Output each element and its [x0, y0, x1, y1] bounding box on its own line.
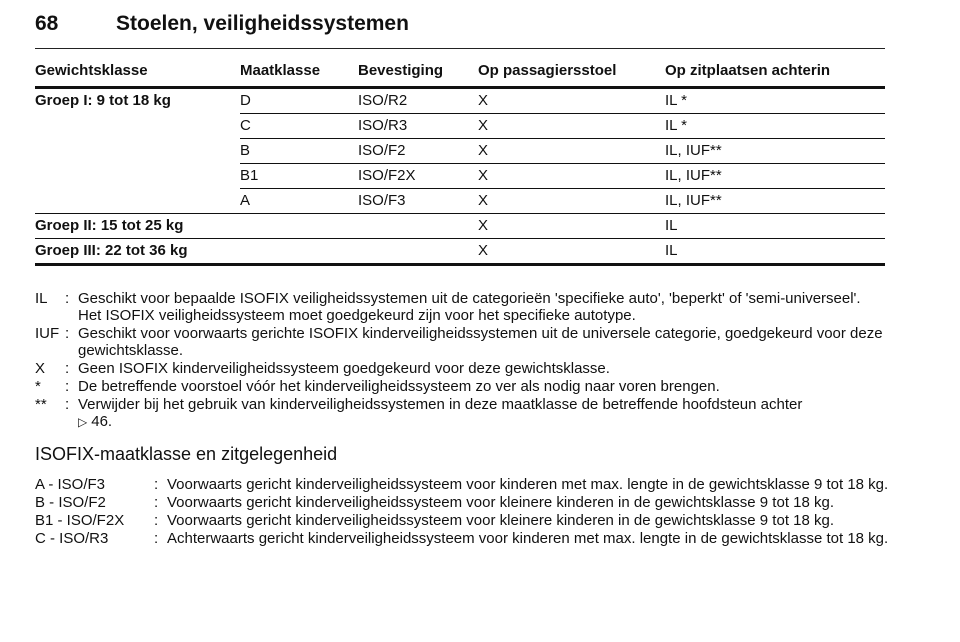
legend-key: X [35, 360, 46, 377]
size-class-key: C - ISO/R3 [35, 530, 109, 547]
isofix-table [35, 62, 885, 266]
fixture-cell: ISO/F2X [358, 164, 478, 189]
legend-key: IL [35, 290, 48, 307]
rear-cell: IL * [665, 88, 885, 114]
section-heading: ISOFIX-maatklasse en zitgelegenheid [35, 444, 338, 464]
table-row [35, 88, 885, 114]
table-header-row [35, 62, 885, 88]
legend-item [35, 396, 885, 431]
legend-separator: : [65, 396, 70, 413]
rear-cell: IL, IUF** [665, 139, 885, 164]
size-class-item [35, 530, 890, 547]
column-header-weight-class: Gewichtsklasse [35, 62, 240, 88]
legend-separator: : [65, 325, 70, 342]
legend-list [35, 290, 885, 432]
rear-cell: IL, IUF** [665, 164, 885, 189]
size-class-separator: : [154, 476, 159, 493]
page-header [35, 6, 885, 46]
legend-text: Geen ISOFIX kinderveiligheidssysteem goedgekeurd voor deze gewichtsklasse. [78, 360, 610, 377]
column-header-size-class: Maatklasse [240, 62, 358, 88]
column-header-fixture: Bevestiging [358, 62, 478, 88]
size-cell: B [240, 139, 358, 164]
legend-key: * [35, 378, 41, 395]
fixture-cell: ISO/R3 [358, 114, 478, 139]
cross-reference-arrow-icon: ▷ [78, 415, 88, 429]
size-class-text: Voorwaarts gericht kinderveiligheidssysteem voor kinderen met max. lengte in de gewichtsklasse 9 tot 18 kg. [167, 476, 889, 493]
rear-cell: IL, IUF** [665, 189, 885, 214]
size-class-list [35, 476, 890, 548]
legend-item [35, 325, 885, 359]
group-cell: Groep III: 22 tot 36 kg [35, 239, 240, 265]
group-cell: Groep I: 9 tot 18 kg [35, 88, 240, 214]
legend-text-body: Verwijder bij het gebruik van kinderveiligheidssystemen in deze maatklasse de betreffende hoofdsteun achter [78, 396, 803, 413]
rear-cell: IL [665, 214, 885, 239]
legend-separator: : [65, 360, 70, 377]
legend-text: De betreffende voorstoel vóór het kinderveiligheidssysteem zo ver als nodig naar voren brengen. [78, 378, 720, 395]
column-header-rear-seats: Op zitplaatsen achterin [665, 62, 885, 88]
fixture-cell: ISO/R2 [358, 88, 478, 114]
legend-item [35, 290, 885, 324]
legend-key: IUF [35, 325, 60, 342]
passenger-cell: X [478, 189, 665, 214]
fixture-cell [358, 239, 478, 265]
legend-text: Geschikt voor bepaalde ISOFIX veiligheidssystemen uit de categorieën 'specifieke auto', 'beperkt' of 'semi-universeel'. Het ISOFIX veiligheidssysteem moet goedgekeurd zijn voor het specifieke autotype. [78, 290, 861, 324]
size-class-item [35, 494, 890, 511]
size-cell: B1 [240, 164, 358, 189]
legend-text [78, 396, 885, 431]
passenger-cell: X [478, 139, 665, 164]
legend-text: Geschikt voor voorwaarts gerichte ISOFIX kinderveiligheidssystemen uit de universele categorie, goedgekeurd voor deze gewichtsklasse. [78, 325, 883, 359]
group-cell: Groep II: 15 tot 25 kg [35, 214, 240, 239]
legend-separator: : [65, 290, 70, 307]
column-header-passenger-seat: Op passagiersstoel [478, 62, 665, 88]
size-class-item [35, 476, 890, 493]
table-row [35, 239, 885, 265]
legend-key: ** [35, 396, 47, 413]
size-class-separator: : [154, 494, 159, 511]
size-class-item [35, 512, 890, 529]
legend-item [35, 360, 885, 377]
size-class-separator: : [154, 530, 159, 547]
passenger-cell: X [478, 214, 665, 239]
rear-cell: IL [665, 239, 885, 265]
size-cell [240, 239, 358, 265]
header-rule [35, 48, 885, 49]
size-cell [240, 214, 358, 239]
passenger-cell: X [478, 239, 665, 265]
page-number: 68 [35, 12, 59, 35]
size-class-separator: : [154, 512, 159, 529]
table-row [35, 214, 885, 239]
size-cell: C [240, 114, 358, 139]
size-cell: D [240, 88, 358, 114]
fixture-cell: ISO/F2 [358, 139, 478, 164]
legend-separator: : [65, 378, 70, 395]
fixture-cell [358, 214, 478, 239]
size-class-text: Achterwaarts gericht kinderveiligheidssysteem voor kinderen met max. lengte in de gewichtsklasse tot 18 kg. [167, 530, 889, 547]
passenger-cell: X [478, 164, 665, 189]
page-title: Stoelen, veiligheidssystemen [116, 12, 409, 35]
size-class-key: B - ISO/F2 [35, 494, 106, 511]
rear-cell: IL * [665, 114, 885, 139]
size-class-text: Voorwaarts gericht kinderveiligheidssysteem voor kleinere kinderen in de gewichtsklasse 9 tot 18 kg. [167, 494, 835, 511]
passenger-cell: X [478, 88, 665, 114]
cross-reference-link[interactable]: 46. [91, 413, 113, 430]
legend-item [35, 378, 885, 395]
fixture-cell: ISO/F3 [358, 189, 478, 214]
size-cell: A [240, 189, 358, 214]
size-class-key: A - ISO/F3 [35, 476, 106, 493]
passenger-cell: X [478, 114, 665, 139]
size-class-key: B1 - ISO/F2X [35, 512, 125, 529]
size-class-text: Voorwaarts gericht kinderveiligheidssysteem voor kleinere kinderen in de gewichtsklasse 9 tot 18 kg. [167, 512, 835, 529]
